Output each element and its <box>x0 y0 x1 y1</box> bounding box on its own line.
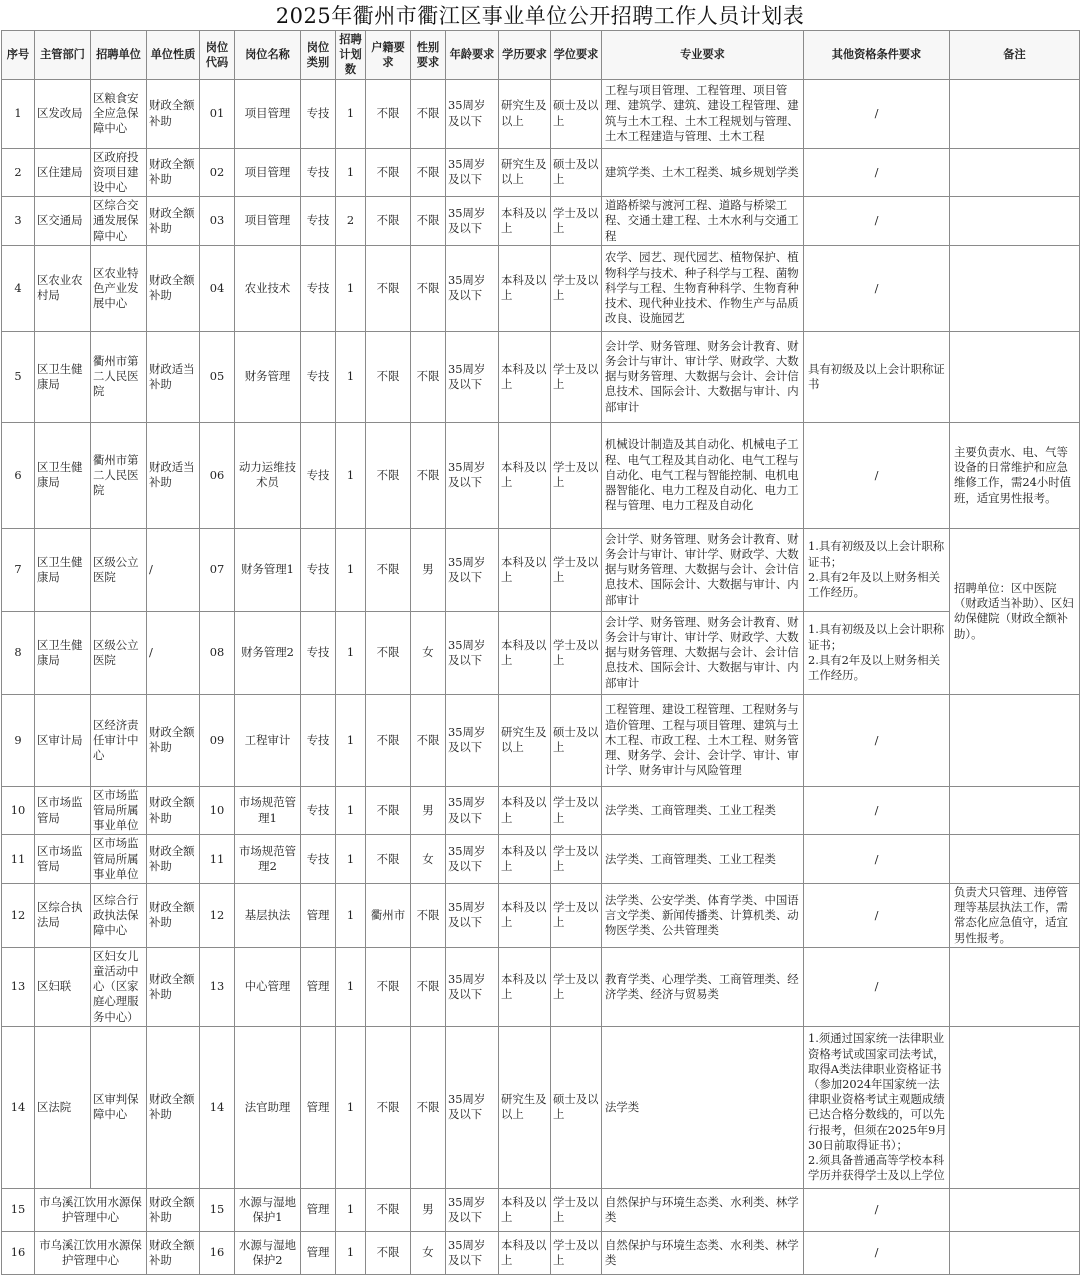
cell-age: 35周岁及以下 <box>446 835 499 884</box>
cell-category: 专技 <box>301 79 336 148</box>
cell-code: 09 <box>200 694 235 786</box>
cell-gender: 不限 <box>411 197 446 246</box>
cell-post: 中心管理 <box>235 947 301 1026</box>
cell-gender: 女 <box>411 835 446 884</box>
header-cell-age: 年龄要求 <box>446 31 499 80</box>
cell-age: 35周岁及以下 <box>446 694 499 786</box>
cell-major: 法学类、公安学类、体育学类、中国语言文学类、新闻传播类、计算机类、动物医学类、公共管理类 <box>602 884 804 948</box>
header-cell-major: 专业要求 <box>602 31 804 80</box>
cell-dept: 区卫生健康局 <box>35 331 91 422</box>
cell-education: 本科及以上 <box>499 611 551 694</box>
cell-dept: 区住建局 <box>35 148 91 197</box>
cell-gender: 不限 <box>411 422 446 528</box>
cell-degree: 学士及以上 <box>551 786 602 835</box>
cell-post: 水源与湿地保护2 <box>235 1231 301 1274</box>
cell-remark <box>950 1188 1080 1231</box>
cell-gender: 男 <box>411 786 446 835</box>
cell-education: 本科及以上 <box>499 1231 551 1274</box>
cell-category: 专技 <box>301 835 336 884</box>
cell-hukou: 不限 <box>366 245 411 331</box>
cell-code: 02 <box>200 148 235 197</box>
cell-code: 12 <box>200 884 235 948</box>
cell-degree: 学士及以上 <box>551 884 602 948</box>
cell-major: 会计学、财务管理、财务会计教育、财务会计与审计、审计学、财政学、大数据与财务管理、大数据与会计、会计信息技术、国际会计、大数据与审计、内部审计 <box>602 331 804 422</box>
cell-nature: / <box>147 528 200 611</box>
table-row <box>2 1188 1080 1231</box>
cell-hukou: 衢州市 <box>366 884 411 948</box>
cell-remark <box>950 197 1080 246</box>
cell-other: / <box>804 1231 950 1274</box>
cell-hukou: 不限 <box>366 611 411 694</box>
cell-unit: 衢州市第二人民医院 <box>91 422 147 528</box>
cell-code: 06 <box>200 422 235 528</box>
cell-unit: 区审判保障中心 <box>91 1026 147 1188</box>
cell-count: 1 <box>336 611 366 694</box>
cell-seq: 1 <box>2 79 35 148</box>
cell-age: 35周岁及以下 <box>446 245 499 331</box>
cell-major: 工程管理、建设工程管理、工程财务与造价管理、工程与项目管理、建筑与土木工程、市政工程、土木工程、财务管理、财务学、会计、会计学、审计、审计学、财务审计与风险管理 <box>602 694 804 786</box>
cell-age: 35周岁及以下 <box>446 528 499 611</box>
cell-other: / <box>804 835 950 884</box>
cell-count: 1 <box>336 884 366 948</box>
cell-count: 1 <box>336 1188 366 1231</box>
cell-unit: 区级公立医院 <box>91 528 147 611</box>
cell-post: 工程审计 <box>235 694 301 786</box>
cell-seq: 7 <box>2 528 35 611</box>
cell-other: 1.须通过国家统一法律职业资格考试或国家司法考试，取得A类法律职业资格证书（参加2024年国家统一法律职业资格考试主观题成绩已达合格分数线的，可以先行报考，但须在2025年9月30日前取得证书）； 2.须具备普通高等学校本科学历并获得学士及以上学位 <box>804 1026 950 1188</box>
cell-unit: 区妇女儿童活动中心（区家庭心理服务中心） <box>91 947 147 1026</box>
cell-seq: 12 <box>2 884 35 948</box>
header-cell-count: 招聘计划数 <box>336 31 366 80</box>
cell-other: 1.具有初级及以上会计职称证书； 2.具有2年及以上财务相关工作经历。 <box>804 611 950 694</box>
cell-post: 市场规范管理2 <box>235 835 301 884</box>
header-cell-seq: 序号 <box>2 31 35 80</box>
cell-degree: 硕士及以上 <box>551 694 602 786</box>
cell-remark <box>950 786 1080 835</box>
table-row <box>2 148 1080 197</box>
cell-degree: 学士及以上 <box>551 611 602 694</box>
cell-post: 财务管理1 <box>235 528 301 611</box>
table-row <box>2 947 1080 1026</box>
cell-dept: 区卫生健康局 <box>35 422 91 528</box>
table-row <box>2 331 1080 422</box>
cell-seq: 14 <box>2 1026 35 1188</box>
cell-code: 08 <box>200 611 235 694</box>
cell-seq: 2 <box>2 148 35 197</box>
cell-nature: / <box>147 611 200 694</box>
cell-code: 05 <box>200 331 235 422</box>
cell-dept: 区发改局 <box>35 79 91 148</box>
cell-major: 自然保护与环境生态类、水利类、林学类 <box>602 1188 804 1231</box>
cell-nature: 财政全额补助 <box>147 245 200 331</box>
cell-gender: 女 <box>411 611 446 694</box>
cell-dept: 区市场监管局 <box>35 786 91 835</box>
cell-hukou: 不限 <box>366 331 411 422</box>
cell-category: 管理 <box>301 947 336 1026</box>
cell-category: 管理 <box>301 1231 336 1274</box>
cell-education: 研究生及以上 <box>499 694 551 786</box>
cell-dept: 区法院 <box>35 1026 91 1188</box>
cell-hukou: 不限 <box>366 1231 411 1274</box>
cell-count: 1 <box>336 1026 366 1188</box>
header-cell-dept: 主管部门 <box>35 31 91 80</box>
cell-other: / <box>804 245 950 331</box>
cell-dept: 区卫生健康局 <box>35 528 91 611</box>
cell-dept: 区卫生健康局 <box>35 611 91 694</box>
cell-seq: 8 <box>2 611 35 694</box>
header-cell-degree: 学位要求 <box>551 31 602 80</box>
cell-remark: 负责犬只管理、违停管理等基层执法工作，需常态化应急值守，适宜男性报考。 <box>950 884 1080 948</box>
cell-category: 专技 <box>301 245 336 331</box>
header-cell-remark: 备注 <box>950 31 1080 80</box>
cell-major: 建筑学类、土木工程类、城乡规划学类 <box>602 148 804 197</box>
cell-other: / <box>804 422 950 528</box>
cell-nature: 财政全额补助 <box>147 1188 200 1231</box>
cell-post: 项目管理 <box>235 148 301 197</box>
cell-major: 自然保护与环境生态类、水利类、林学类 <box>602 1231 804 1274</box>
cell-seq: 5 <box>2 331 35 422</box>
table-row <box>2 694 1080 786</box>
cell-dept: 区审计局 <box>35 694 91 786</box>
cell-count: 1 <box>336 786 366 835</box>
cell-count: 1 <box>336 331 366 422</box>
cell-gender: 男 <box>411 1188 446 1231</box>
cell-gender: 不限 <box>411 148 446 197</box>
cell-count: 1 <box>336 947 366 1026</box>
cell-post: 财务管理2 <box>235 611 301 694</box>
cell-degree: 硕士及以上 <box>551 148 602 197</box>
cell-major: 法学类、工商管理类、工业工程类 <box>602 835 804 884</box>
cell-education: 本科及以上 <box>499 331 551 422</box>
cell-education: 本科及以上 <box>499 528 551 611</box>
table-row <box>2 245 1080 331</box>
cell-dept: 区交通局 <box>35 197 91 246</box>
cell-nature: 财政适当补助 <box>147 331 200 422</box>
cell-post: 农业技术 <box>235 245 301 331</box>
cell-dept: 市乌溪江饮用水源保护管理中心 <box>35 1231 147 1274</box>
cell-nature: 财政全额补助 <box>147 786 200 835</box>
cell-count: 1 <box>336 528 366 611</box>
cell-dept: 区市场监管局 <box>35 835 91 884</box>
cell-gender: 男 <box>411 528 446 611</box>
cell-seq: 4 <box>2 245 35 331</box>
cell-other: / <box>804 694 950 786</box>
cell-seq: 16 <box>2 1231 35 1274</box>
cell-hukou: 不限 <box>366 79 411 148</box>
cell-count: 1 <box>336 245 366 331</box>
cell-gender: 不限 <box>411 947 446 1026</box>
cell-count: 1 <box>336 694 366 786</box>
cell-major: 道路桥梁与渡河工程、道路与桥梁工程、交通土建工程、土木水利与交通工程 <box>602 197 804 246</box>
header-cell-code: 岗位代码 <box>200 31 235 80</box>
header-cell-post: 岗位名称 <box>235 31 301 80</box>
cell-gender: 不限 <box>411 331 446 422</box>
cell-count: 2 <box>336 197 366 246</box>
cell-remark: 招聘单位：区中医院（财政适当补助）、区妇幼保健院（财政全额补助）。 <box>950 528 1080 694</box>
cell-category: 专技 <box>301 331 336 422</box>
header-cell-other: 其他资格条件要求 <box>804 31 950 80</box>
cell-hukou: 不限 <box>366 1188 411 1231</box>
cell-remark <box>950 148 1080 197</box>
cell-post: 财务管理 <box>235 331 301 422</box>
header-cell-category: 岗位类别 <box>301 31 336 80</box>
cell-age: 35周岁及以下 <box>446 786 499 835</box>
cell-remark <box>950 245 1080 331</box>
cell-education: 本科及以上 <box>499 422 551 528</box>
cell-degree: 硕士及以上 <box>551 79 602 148</box>
cell-degree: 学士及以上 <box>551 245 602 331</box>
cell-category: 专技 <box>301 528 336 611</box>
cell-post: 法官助理 <box>235 1026 301 1188</box>
cell-category: 专技 <box>301 611 336 694</box>
cell-dept: 市乌溪江饮用水源保护管理中心 <box>35 1188 147 1231</box>
cell-remark <box>950 1231 1080 1274</box>
cell-code: 03 <box>200 197 235 246</box>
cell-remark: 主要负责水、电、气等设备的日常维护和应急维修工作，需24小时值班，适宜男性报考。 <box>950 422 1080 528</box>
cell-other: / <box>804 1188 950 1231</box>
cell-gender: 女 <box>411 1231 446 1274</box>
cell-remark <box>950 835 1080 884</box>
cell-code: 16 <box>200 1231 235 1274</box>
cell-degree: 学士及以上 <box>551 528 602 611</box>
cell-major: 农学、园艺、现代园艺、植物保护、植物科学与技术、种子科学与工程、菌物科学与工程、生物育种科学、生物育种技术、现代种业技术、作物生产与品质改良、设施园艺 <box>602 245 804 331</box>
cell-education: 本科及以上 <box>499 947 551 1026</box>
cell-category: 管理 <box>301 1026 336 1188</box>
cell-dept: 区妇联 <box>35 947 91 1026</box>
cell-hukou: 不限 <box>366 1026 411 1188</box>
header-cell-gender: 性别要求 <box>411 31 446 80</box>
cell-age: 35周岁及以下 <box>446 422 499 528</box>
cell-post: 项目管理 <box>235 79 301 148</box>
cell-other: / <box>804 148 950 197</box>
cell-hukou: 不限 <box>366 422 411 528</box>
cell-hukou: 不限 <box>366 197 411 246</box>
cell-age: 35周岁及以下 <box>446 947 499 1026</box>
table-row <box>2 197 1080 246</box>
cell-nature: 财政全额补助 <box>147 148 200 197</box>
cell-age: 35周岁及以下 <box>446 1231 499 1274</box>
cell-code: 15 <box>200 1188 235 1231</box>
cell-category: 专技 <box>301 197 336 246</box>
cell-count: 1 <box>336 1231 366 1274</box>
cell-major: 法学类、工商管理类、工业工程类 <box>602 786 804 835</box>
cell-seq: 11 <box>2 835 35 884</box>
cell-education: 本科及以上 <box>499 1188 551 1231</box>
cell-other: / <box>804 947 950 1026</box>
table-row <box>2 1231 1080 1274</box>
cell-age: 35周岁及以下 <box>446 1026 499 1188</box>
cell-gender: 不限 <box>411 1026 446 1188</box>
header-cell-hukou: 户籍要求 <box>366 31 411 80</box>
cell-category: 专技 <box>301 148 336 197</box>
cell-count: 1 <box>336 79 366 148</box>
cell-age: 35周岁及以下 <box>446 331 499 422</box>
header-row <box>2 31 1080 80</box>
cell-dept: 区农业农村局 <box>35 245 91 331</box>
header-cell-unit: 招聘单位 <box>91 31 147 80</box>
cell-education: 本科及以上 <box>499 786 551 835</box>
cell-age: 35周岁及以下 <box>446 197 499 246</box>
cell-category: 管理 <box>301 1188 336 1231</box>
cell-category: 管理 <box>301 884 336 948</box>
cell-nature: 财政全额补助 <box>147 1026 200 1188</box>
cell-education: 研究生及以上 <box>499 79 551 148</box>
cell-code: 11 <box>200 835 235 884</box>
table-row <box>2 611 1080 694</box>
cell-degree: 学士及以上 <box>551 197 602 246</box>
cell-post: 基层执法 <box>235 884 301 948</box>
cell-degree: 学士及以上 <box>551 1188 602 1231</box>
cell-other: / <box>804 884 950 948</box>
cell-remark <box>950 1026 1080 1188</box>
cell-unit: 区粮食安全应急保障中心 <box>91 79 147 148</box>
cell-education: 本科及以上 <box>499 884 551 948</box>
cell-nature: 财政适当补助 <box>147 422 200 528</box>
cell-dept: 区综合执法局 <box>35 884 91 948</box>
cell-degree: 学士及以上 <box>551 331 602 422</box>
table-row <box>2 786 1080 835</box>
cell-degree: 学士及以上 <box>551 422 602 528</box>
cell-age: 35周岁及以下 <box>446 79 499 148</box>
cell-education: 研究生及以上 <box>499 148 551 197</box>
cell-seq: 10 <box>2 786 35 835</box>
table-row <box>2 835 1080 884</box>
cell-remark <box>950 79 1080 148</box>
cell-nature: 财政全额补助 <box>147 79 200 148</box>
cell-seq: 13 <box>2 947 35 1026</box>
cell-age: 35周岁及以下 <box>446 884 499 948</box>
cell-hukou: 不限 <box>366 835 411 884</box>
cell-remark <box>950 694 1080 786</box>
cell-age: 35周岁及以下 <box>446 611 499 694</box>
cell-code: 01 <box>200 79 235 148</box>
cell-post: 项目管理 <box>235 197 301 246</box>
cell-hukou: 不限 <box>366 148 411 197</box>
table-row <box>2 79 1080 148</box>
cell-seq: 15 <box>2 1188 35 1231</box>
cell-degree: 学士及以上 <box>551 1231 602 1274</box>
cell-major: 教育学类、心理学类、工商管理类、经济学类、经济与贸易类 <box>602 947 804 1026</box>
cell-hukou: 不限 <box>366 786 411 835</box>
cell-nature: 财政全额补助 <box>147 884 200 948</box>
cell-major: 会计学、财务管理、财务会计教育、财务会计与审计、审计学、财政学、大数据与财务管理、大数据与会计、会计信息技术、国际会计、大数据与审计、内部审计 <box>602 528 804 611</box>
cell-unit: 区综合交通发展保障中心 <box>91 197 147 246</box>
cell-nature: 财政全额补助 <box>147 1231 200 1274</box>
cell-major: 机械设计制造及其自动化、机械电子工程、电气工程及其自动化、电气工程与自动化、电气工程与智能控制、电机电器智能化、电力工程及自动化、电力工程与管理、电力工程及自动化 <box>602 422 804 528</box>
cell-education: 研究生及以上 <box>499 1026 551 1188</box>
cell-nature: 财政全额补助 <box>147 694 200 786</box>
cell-education: 本科及以上 <box>499 835 551 884</box>
cell-unit: 区农业特色产业发展中心 <box>91 245 147 331</box>
cell-category: 专技 <box>301 694 336 786</box>
cell-unit: 衢州市第二人民医院 <box>91 331 147 422</box>
cell-seq: 6 <box>2 422 35 528</box>
cell-nature: 财政全额补助 <box>147 197 200 246</box>
cell-count: 1 <box>336 835 366 884</box>
cell-degree: 学士及以上 <box>551 835 602 884</box>
cell-unit: 区经济责任审计中心 <box>91 694 147 786</box>
cell-code: 07 <box>200 528 235 611</box>
cell-nature: 财政全额补助 <box>147 835 200 884</box>
cell-hukou: 不限 <box>366 694 411 786</box>
cell-other: / <box>804 786 950 835</box>
page-title: 2025年衢州市衢江区事业单位公开招聘工作人员计划表 <box>275 4 805 28</box>
table-row <box>2 528 1080 611</box>
cell-count: 1 <box>336 422 366 528</box>
header-cell-nature: 单位性质 <box>147 31 200 80</box>
cell-major: 法学类 <box>602 1026 804 1188</box>
cell-degree: 硕士及以上 <box>551 1026 602 1188</box>
cell-category: 专技 <box>301 422 336 528</box>
cell-other: 1.具有初级及以上会计职称证书； 2.具有2年及以上财务相关工作经历。 <box>804 528 950 611</box>
cell-gender: 不限 <box>411 79 446 148</box>
cell-degree: 学士及以上 <box>551 947 602 1026</box>
table-row <box>2 1026 1080 1188</box>
cell-gender: 不限 <box>411 694 446 786</box>
cell-remark <box>950 947 1080 1026</box>
cell-major: 工程与项目管理、工程管理、项目管理、建筑学、建筑、建设工程管理、建筑与土木工程、土木工程规划与管理、土木工程建造与管理、土木工程 <box>602 79 804 148</box>
cell-unit: 区市场监管局所属事业单位 <box>91 786 147 835</box>
cell-post: 市场规范管理1 <box>235 786 301 835</box>
cell-unit: 区级公立医院 <box>91 611 147 694</box>
cell-category: 专技 <box>301 786 336 835</box>
cell-unit: 区市场监管局所属事业单位 <box>91 835 147 884</box>
table-row <box>2 422 1080 528</box>
cell-hukou: 不限 <box>366 528 411 611</box>
cell-other: 具有初级及以上会计职称证书 <box>804 331 950 422</box>
cell-gender: 不限 <box>411 884 446 948</box>
cell-code: 04 <box>200 245 235 331</box>
cell-post: 水源与湿地保护1 <box>235 1188 301 1231</box>
cell-education: 本科及以上 <box>499 197 551 246</box>
recruitment-plan-table <box>1 30 1080 1275</box>
cell-gender: 不限 <box>411 245 446 331</box>
cell-count: 1 <box>336 148 366 197</box>
cell-post: 动力运维技术员 <box>235 422 301 528</box>
cell-code: 10 <box>200 786 235 835</box>
cell-nature: 财政全额补助 <box>147 947 200 1026</box>
cell-code: 14 <box>200 1026 235 1188</box>
cell-seq: 9 <box>2 694 35 786</box>
cell-unit: 区政府投资项目建设中心 <box>91 148 147 197</box>
cell-unit: 区综合行政执法保障中心 <box>91 884 147 948</box>
cell-remark <box>950 331 1080 422</box>
cell-seq: 3 <box>2 197 35 246</box>
cell-other: / <box>804 79 950 148</box>
cell-hukou: 不限 <box>366 947 411 1026</box>
cell-code: 13 <box>200 947 235 1026</box>
cell-major: 会计学、财务管理、财务会计教育、财务会计与审计、审计学、财政学、大数据与财务管理、大数据与会计、会计信息技术、国际会计、大数据与审计、内部审计 <box>602 611 804 694</box>
cell-other: / <box>804 197 950 246</box>
cell-education: 本科及以上 <box>499 245 551 331</box>
cell-age: 35周岁及以下 <box>446 1188 499 1231</box>
cell-age: 35周岁及以下 <box>446 148 499 197</box>
table-row <box>2 884 1080 948</box>
header-cell-education: 学历要求 <box>499 31 551 80</box>
